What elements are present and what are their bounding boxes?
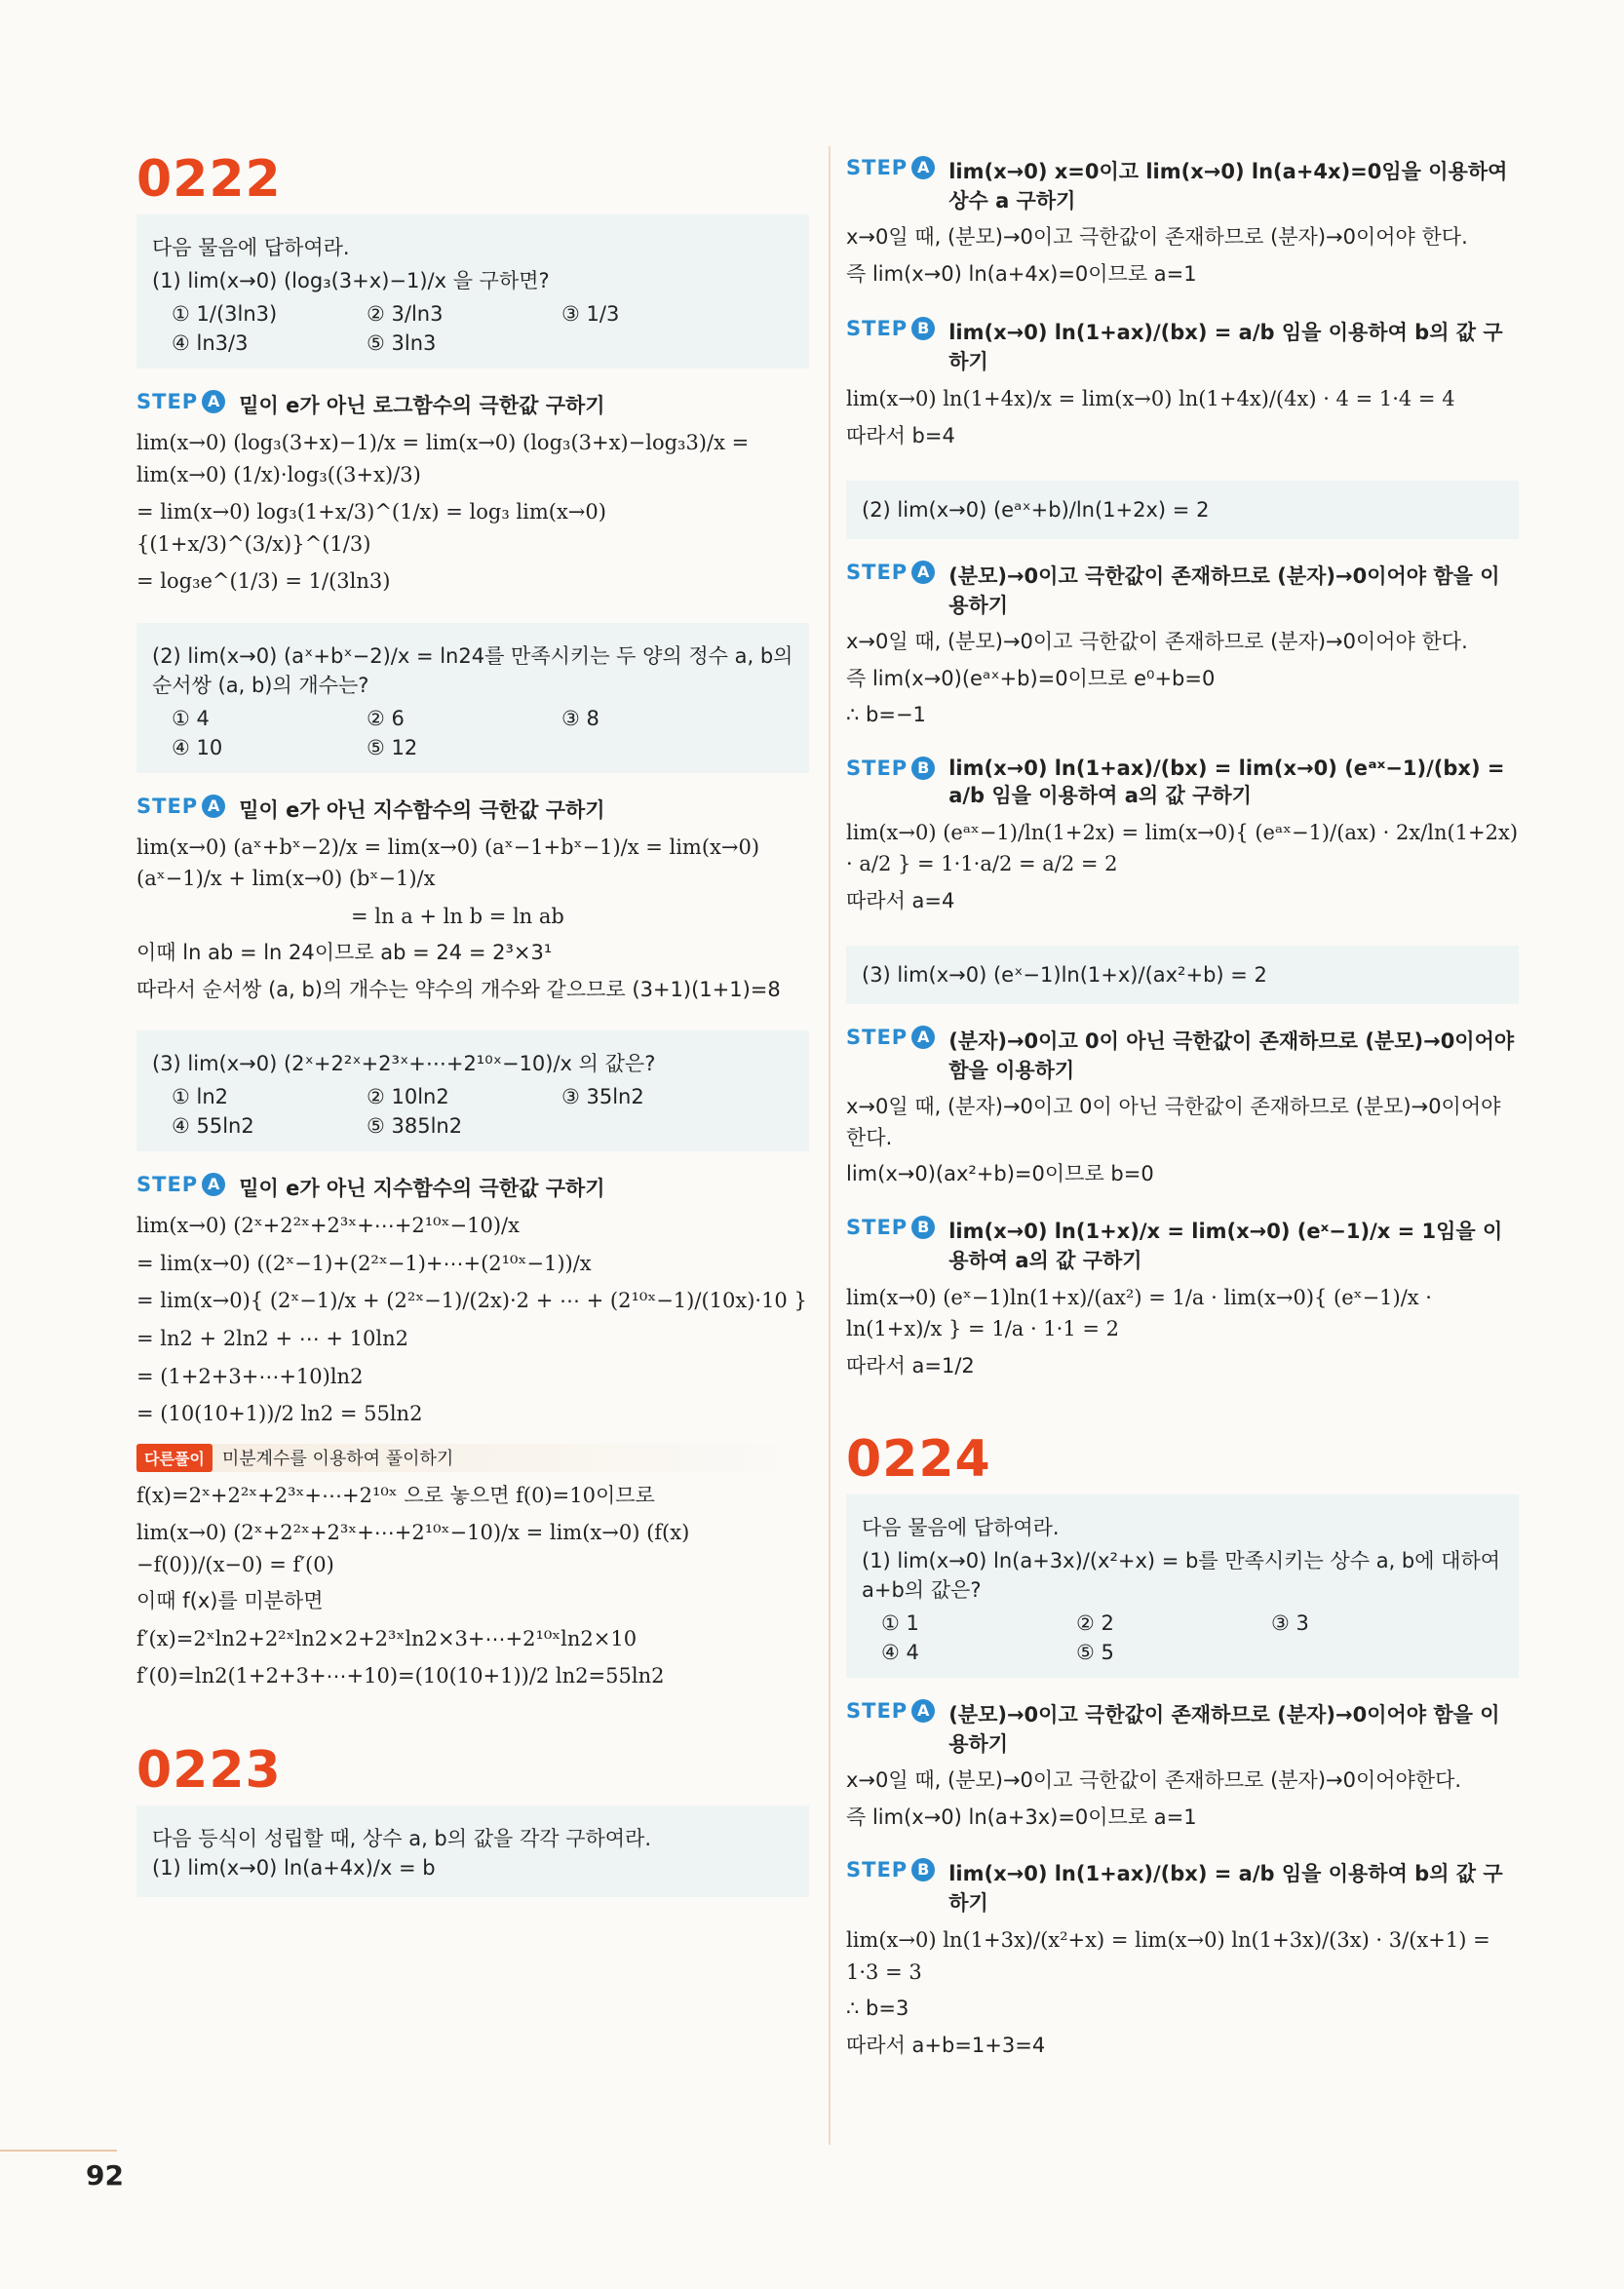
step-title: (분자)→0이고 0이 아닌 극한값이 존재하므로 (분모)→0이어야 함을 이용하기 (948, 1029, 1515, 1083)
choice-2: ② 2 (1076, 1611, 1114, 1636)
question-box-0223 (136, 1805, 809, 1897)
column-divider (829, 146, 831, 2145)
solution-line: 따라서 a=4 (846, 888, 955, 912)
step-label: STEP (846, 156, 909, 179)
alternative-title: 미분계수를 이용하여 풀이하기 (221, 1449, 454, 1470)
step-title: lim(x→0) ln(1+ax)/(bx) = a/b 임을 이용하여 b의 값 구하기 (948, 1862, 1503, 1916)
step-heading (846, 1216, 1519, 1274)
prompt: 다음 등식이 성립할 때, 상수 a, b의 값을 각각 구하여라. (152, 1826, 652, 1850)
step-label: STEP (136, 1173, 199, 1197)
choice-3: ③ 1/3 (561, 302, 620, 326)
choices (172, 707, 793, 759)
solution-line: 따라서 b=4 (846, 423, 955, 447)
choice-3: ③ 35ln2 (561, 1085, 644, 1109)
step-badge: A (202, 795, 225, 818)
step-badge: A (202, 1173, 225, 1196)
step-badge: B (911, 757, 935, 780)
solution-line: = lim(x→0) log₃(1+x/3)^(1/x) = log₃ lim(x→0){(1+x/3)^(3/x)}^(1/3) (136, 500, 606, 556)
problem-number-0222: 0222 (136, 150, 282, 209)
solution-line: f′(x)=2ˣln2+2²ˣln2×2+2³ˣln2×3+⋯+2¹⁰ˣln2×10 (136, 1626, 638, 1650)
alternative-tag: 다른풀이 (136, 1444, 213, 1472)
choice-2: ② 6 (367, 706, 405, 730)
choice-5: ⑤ 5 (1076, 1641, 1114, 1665)
step-label: STEP (136, 390, 199, 413)
choice-4: ④ 4 (881, 1641, 919, 1665)
solution-line: ∴ b=3 (846, 1997, 909, 2021)
step-heading (846, 317, 1519, 375)
solution-note: 따라서 순서쌍 (a, b)의 개수는 약수의 개수와 같으므로 (3+1)(1+1)=8 (136, 977, 781, 1001)
question: (2) lim(x→0) (aˣ+bˣ−2)/x = ln24를 만족시키는 두 양의 정수 a, b의 순서쌍 (a, b)의 개수는? (152, 643, 793, 697)
footer-rule (0, 2150, 117, 2152)
solution-line: x→0일 때, (분모)→0이고 극한값이 존재하므로 (분자)→0이어야 한다. (846, 630, 1468, 654)
step-title: 밑이 e가 아닌 로그함수의 극한값 구하기 (239, 394, 605, 417)
step-heading (846, 1858, 1519, 1917)
solution-note: 이때 ln ab = ln 24이므로 ab = 24 = 2³×3¹ (136, 941, 553, 965)
step-label: STEP (846, 1026, 909, 1050)
step-heading (846, 1026, 1519, 1084)
step-heading (846, 156, 1519, 214)
step-badge: B (911, 317, 935, 340)
question-box-0224 (846, 1494, 1519, 1678)
solution-line: lim(x→0) (eᵃˣ−1)/ln(1+2x) = lim(x→0){ (eᵃˣ−1)/(ax) · 2x/ln(1+2x) · a/2 } = 1·1·a/2 = a/2 = 2 (846, 820, 1519, 876)
question-box-0222-3 (136, 1030, 809, 1151)
question: (3) lim(x→0) (eˣ−1)ln(1+x)/(ax²+b) = 2 (862, 963, 1267, 988)
solution-line: = lim(x→0) ((2ˣ−1)+(2²ˣ−1)+⋯+(2¹⁰ˣ−1))/x (136, 1251, 592, 1275)
question-box-0223-2 (846, 481, 1519, 539)
solution-line: x→0일 때, (분모)→0이고 극한값이 존재하므로 (분자)→0이어야한다. (846, 1768, 1462, 1793)
step-badge: A (202, 390, 225, 413)
question-box-0222-2 (136, 623, 809, 773)
step-label: STEP (846, 1858, 909, 1882)
step-title: lim(x→0) ln(1+ax)/(bx) = a/b 임을 이용하여 b의 값 구하기 (948, 321, 1503, 373)
choice-2: ② 10ln2 (367, 1085, 449, 1109)
choice-5: ⑤ 3ln3 (367, 331, 437, 355)
solution-line: lim(x→0) ln(1+4x)/x = lim(x→0) ln(1+4x)/(4x) · 4 = 1·4 = 4 (846, 387, 1455, 410)
choices (172, 1085, 793, 1138)
question: (1) lim(x→0) ln(a+3x)/(x²+x) = b를 만족시키는 상수 a, b에 대하여 a+b의 값은? (862, 1549, 1501, 1603)
solution-line: = log₃e^(1/3) = 1/(3ln3) (136, 569, 391, 594)
step-heading (846, 757, 1519, 809)
choice-5: ⑤ 12 (367, 735, 418, 759)
choice-1: ① ln2 (172, 1085, 229, 1109)
choice-5: ⑤ 385ln2 (367, 1114, 463, 1139)
choice-4: ④ 55ln2 (172, 1114, 254, 1139)
prompt: 다음 물음에 답하여라. (862, 1516, 1060, 1540)
step-badge: A (911, 1026, 935, 1049)
solution-line: lim(x→0) (log₃(3+x)−1)/x = lim(x→0) (log₃(3+x)−log₃3)/x = lim(x→0) (1/x)·log₃((3+x)/3) (136, 431, 750, 486)
solution-line: 즉 lim(x→0)(eᵃˣ+b)=0이므로 e⁰+b=0 (846, 666, 1216, 690)
step-title: (분모)→0이고 극한값이 존재하므로 (분자)→0이어야 함을 이용하기 (948, 564, 1500, 618)
solution-note: 이때 f(x)를 미분하면 (136, 1589, 324, 1613)
solution-line: x→0일 때, (분자)→0이고 0이 아닌 극한값이 존재하므로 (분모)→0이어야 한다. (846, 1095, 1501, 1149)
solution-line: 따라서 a=1/2 (846, 1353, 975, 1377)
solution-line: = lim(x→0){ (2ˣ−1)/x + (2²ˣ−1)/(2x)·2 + ⋯ + (2¹⁰ˣ−1)/(10x)·10 } (136, 1289, 807, 1313)
question: (1) lim(x→0) (log₃(3+x)−1)/x 을 구하면? (152, 269, 550, 292)
step-label: STEP (846, 756, 909, 780)
choice-4: ④ 10 (172, 735, 223, 759)
alternative-solution-heading (136, 1444, 809, 1472)
left-column (136, 146, 809, 1919)
solution-line: = (10(10+1))/2 ln2 = 55ln2 (136, 1402, 423, 1426)
problem-number-0223: 0223 (136, 1740, 282, 1800)
step-label: STEP (136, 794, 199, 818)
step-label: STEP (846, 561, 909, 585)
step-label: STEP (846, 1215, 909, 1239)
choices (172, 302, 793, 355)
solution-line: lim(x→0) (2ˣ+2²ˣ+2³ˣ+⋯+2¹⁰ˣ−10)/x = lim(x→0) (f(x)−f(0))/(x−0) = f′(0) (136, 1521, 690, 1576)
solution-line: lim(x→0) (eˣ−1)ln(1+x)/(ax²) = 1/a · lim(x→0){ (eˣ−1)/x · ln(1+x)/x } = 1/a · 1·1 = 2 (846, 1285, 1432, 1341)
solution-line: 즉 lim(x→0) ln(a+3x)=0이므로 a=1 (846, 1804, 1197, 1829)
solution-line: 따라서 a+b=1+3=4 (846, 2033, 1046, 2057)
solution-line: ∴ b=−1 (846, 703, 926, 727)
solution-line: lim(x→0)(ax²+b)=0이므로 b=0 (846, 1162, 1154, 1186)
question: (2) lim(x→0) (eᵃˣ+b)/ln(1+2x) = 2 (862, 498, 1210, 523)
step-title: 밑이 e가 아닌 지수함수의 극한값 구하기 (239, 1177, 605, 1201)
choice-3: ③ 3 (1271, 1611, 1309, 1636)
question-box-0223-3 (846, 946, 1519, 1004)
step-badge: A (911, 1699, 935, 1723)
solution-line: f(x)=2ˣ+2²ˣ+2³ˣ+⋯+2¹⁰ˣ 으로 놓으면 f(0)=10이므로 (136, 1483, 655, 1507)
choice-1: ① 1/(3ln3) (172, 302, 278, 326)
step-label: STEP (846, 1699, 909, 1724)
step-title: lim(x→0) ln(1+x)/x = lim(x→0) (eˣ−1)/x = 1임을 이용하여 a의 값 구하기 (948, 1219, 1503, 1272)
question: (3) lim(x→0) (2ˣ+2²ˣ+2³ˣ+⋯+2¹⁰ˣ−10)/x 의 값은? (152, 1052, 656, 1076)
question: (1) lim(x→0) ln(a+4x)/x = b (152, 1855, 436, 1880)
solution-line: lim(x→0) (aˣ+bˣ−2)/x = lim(x→0) (aˣ−1+bˣ−1)/x = lim(x→0) (aˣ−1)/x + lim(x→0) (bˣ−1)/x (136, 834, 760, 891)
choice-3: ③ 8 (561, 706, 599, 730)
step-heading (846, 1699, 1519, 1758)
solution-line: = (1+2+3+⋯+10)ln2 (136, 1364, 364, 1388)
solution-line: x→0일 때, (분모)→0이고 극한값이 존재하므로 (분자)→0이어야 한다. (846, 225, 1468, 249)
step-badge: B (911, 1858, 935, 1882)
page-number: 92 (86, 2159, 124, 2192)
step-heading (846, 561, 1519, 619)
choices (881, 1611, 1503, 1664)
solution-line: f′(0)=ln2(1+2+3+⋯+10)=(10(10+1))/2 ln2=55ln2 (136, 1664, 665, 1688)
step-title: lim(x→0) ln(1+ax)/(bx) = lim(x→0) (eᵃˣ−1)/(bx) = a/b 임을 이용하여 a의 값 구하기 (948, 756, 1505, 807)
solution-line: 즉 lim(x→0) ln(a+4x)=0이므로 a=1 (846, 261, 1197, 286)
step-badge: B (911, 1216, 935, 1239)
prompt: 다음 물음에 답하여라. (152, 236, 350, 259)
solution-line: lim(x→0) (2ˣ+2²ˣ+2³ˣ+⋯+2¹⁰ˣ−10)/x (136, 1214, 520, 1238)
choice-1: ① 4 (172, 706, 210, 730)
step-title: (분모)→0이고 극한값이 존재하므로 (분자)→0이어야 함을 이용하기 (948, 1703, 1500, 1757)
solution-line: lim(x→0) ln(1+3x)/(x²+x) = lim(x→0) ln(1+3x)/(3x) · 3/(x+1) = 1·3 = 3 (846, 1928, 1490, 1984)
step-badge: A (911, 156, 935, 179)
question-box-0222-1 (136, 214, 809, 369)
step-heading (136, 1173, 809, 1202)
step-badge: A (911, 561, 935, 584)
step-title: 밑이 e가 아닌 지수함수의 극한값 구하기 (239, 797, 605, 822)
step-heading (136, 390, 809, 419)
choice-1: ① 1 (881, 1611, 919, 1636)
right-column (846, 156, 1519, 2067)
choice-2: ② 3/ln3 (367, 302, 444, 326)
step-heading (136, 795, 809, 824)
step-title: lim(x→0) x=0이고 lim(x→0) ln(a+4x)=0임을 이용하여 상수 a 구하기 (948, 160, 1508, 213)
step-label: STEP (846, 317, 909, 340)
solution-line: = ln a + ln b = ln ab (351, 904, 564, 928)
choice-4: ④ ln3/3 (172, 331, 249, 355)
solution-line: = ln2 + 2ln2 + ⋯ + 10ln2 (136, 1327, 408, 1351)
problem-number-0224: 0224 (846, 1430, 991, 1490)
